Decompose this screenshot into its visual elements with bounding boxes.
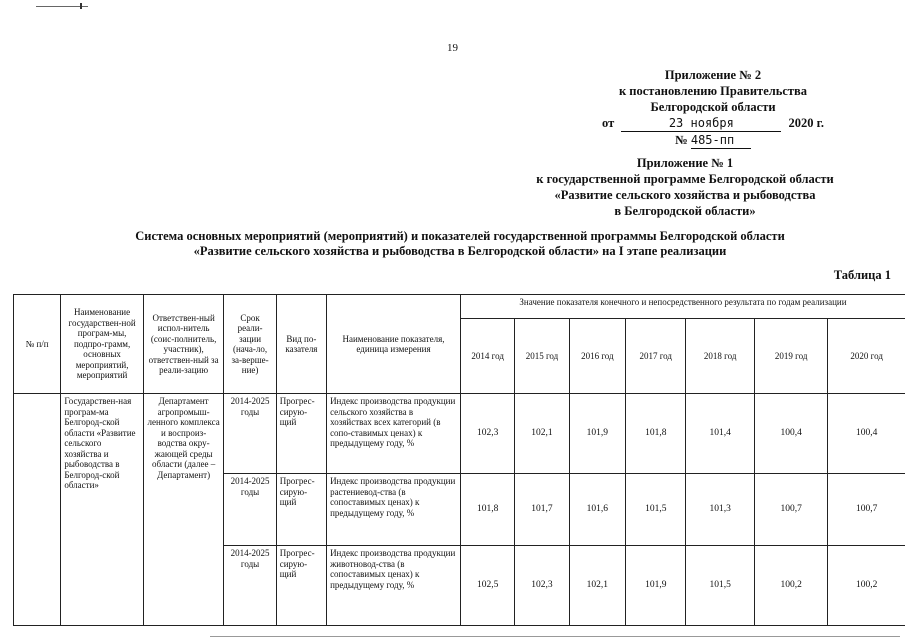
cell-value: 101,8	[460, 474, 514, 546]
cell-value: 102,1	[569, 546, 625, 626]
appendix-1-block	[495, 155, 875, 219]
document-title-line1: Система основных мероприятий (мероприятий) и показателей государственной программы Белгородской области	[135, 229, 785, 243]
appendix-1-title: Приложение № 1	[636, 156, 734, 170]
cell-value: 101,6	[569, 474, 625, 546]
header-year: 2015 год	[515, 319, 569, 394]
cell-indicator: Индекс производства продукции растениевод-ства (в сопоставимых ценах) к предыдущему году, %	[327, 474, 461, 546]
cell-value: 101,7	[515, 474, 569, 546]
cell-value: 102,3	[515, 546, 569, 626]
header-period: Срок реали-зации (нача-ло, за-верше-ние)	[224, 295, 276, 394]
cell-responsible: Департамент агропромыш-ленного комплекса и воспроиз-водства окру-жающей среды области (далее – Департамент)	[143, 394, 224, 626]
document-title	[60, 229, 860, 259]
header-type: Вид по-казателя	[276, 295, 326, 394]
header-num: № п/п	[14, 295, 61, 394]
number-field	[691, 132, 751, 149]
appendix-1-line4: в Белгородской области»	[614, 204, 756, 218]
appendix-1-line2: к государственной программе Белгородской области	[536, 172, 834, 186]
appendix-2-block	[560, 67, 866, 149]
document-title-line2: «Развитие сельского хозяйства и рыбоводства в Белгородской области» на I этапе реализации	[193, 244, 727, 258]
header-indicator: Наименование показателя, единица измерения	[327, 295, 461, 394]
header-values-group: Значение показателя конечного и непосредственного результата по годам реализации	[460, 295, 905, 319]
header-year: 2014 год	[460, 319, 514, 394]
appendix-2-line3: Белгородской области	[650, 100, 776, 114]
header-year: 2017 год	[626, 319, 686, 394]
cell-value: 102,5	[460, 546, 514, 626]
table-row	[14, 394, 905, 474]
header-name: Наименование государствен-ной програм-мы, подпро-грамм, основных мероприятий, мероприятий	[61, 295, 144, 394]
appendix-1-line3: «Развитие сельского хозяйства и рыбоводства	[554, 188, 816, 202]
indicators-table	[13, 294, 905, 626]
cell-period: 2014-2025 годы	[224, 474, 276, 546]
header-year: 2019 год	[754, 319, 827, 394]
cell-value: 102,3	[460, 394, 514, 474]
number-value: 485-пп	[690, 133, 735, 147]
cell-value: 101,3	[686, 474, 754, 546]
cell-value: 101,9	[626, 546, 686, 626]
date-value: 23 ноября	[668, 116, 734, 130]
cell-type: Прогрес-сирую-щий	[276, 546, 326, 626]
date-suffix: 2020 г.	[788, 116, 824, 130]
cell-value: 101,4	[686, 394, 754, 474]
cell-program-name: Государствен-ная програм-ма Белгород-ской области «Развитие сельского хозяйства и рыбоводства в Белгород-ской области»	[61, 394, 144, 626]
table-header-row	[14, 295, 905, 319]
cell-value: 100,4	[754, 394, 827, 474]
cell-value: 100,7	[828, 474, 905, 546]
number-prefix: №	[675, 133, 688, 147]
header-year: 2020 год	[828, 319, 905, 394]
date-field	[621, 115, 781, 132]
cell-value: 101,5	[686, 546, 754, 626]
cell-value: 100,4	[828, 394, 905, 474]
cell-value: 101,5	[626, 474, 686, 546]
cell-value: 102,1	[515, 394, 569, 474]
cell-period: 2014-2025 годы	[224, 394, 276, 474]
scan-bottom-line	[210, 636, 900, 637]
table-number: Таблица 1	[833, 268, 891, 282]
cell-value: 101,8	[626, 394, 686, 474]
cell-value: 100,2	[754, 546, 827, 626]
cell-indicator: Индекс производства продукции животновод-ства (в сопоставимых ценах) к предыдущему году, %	[327, 546, 461, 626]
cell-value: 101,9	[569, 394, 625, 474]
cell-indicator: Индекс производства продукции сельского хозяйства в хозяйствах всех категорий (в сопо-ставимых ценах) к предыдущему году, %	[327, 394, 461, 474]
cell-num	[14, 394, 61, 626]
date-prefix: от	[601, 116, 615, 130]
appendix-2-number	[560, 132, 866, 149]
cell-value: 100,7	[754, 474, 827, 546]
cell-value: 100,2	[828, 546, 905, 626]
cell-type: Прогрес-сирую-щий	[276, 474, 326, 546]
header-responsible: Ответствен-ный испол-нитель (соис-полнитель, участник), ответствен-ный за реали-зацию	[143, 295, 224, 394]
header-year: 2016 год	[569, 319, 625, 394]
cell-period: 2014-2025 годы	[224, 546, 276, 626]
appendix-2-title: Приложение № 2	[664, 68, 762, 82]
page-number: 19	[447, 42, 458, 54]
header-year: 2018 год	[686, 319, 754, 394]
cell-type: Прогрес-сирую-щий	[276, 394, 326, 474]
appendix-2-line2: к постановлению Правительства	[618, 84, 808, 98]
appendix-2-date	[560, 115, 866, 132]
scan-mark	[80, 3, 82, 9]
